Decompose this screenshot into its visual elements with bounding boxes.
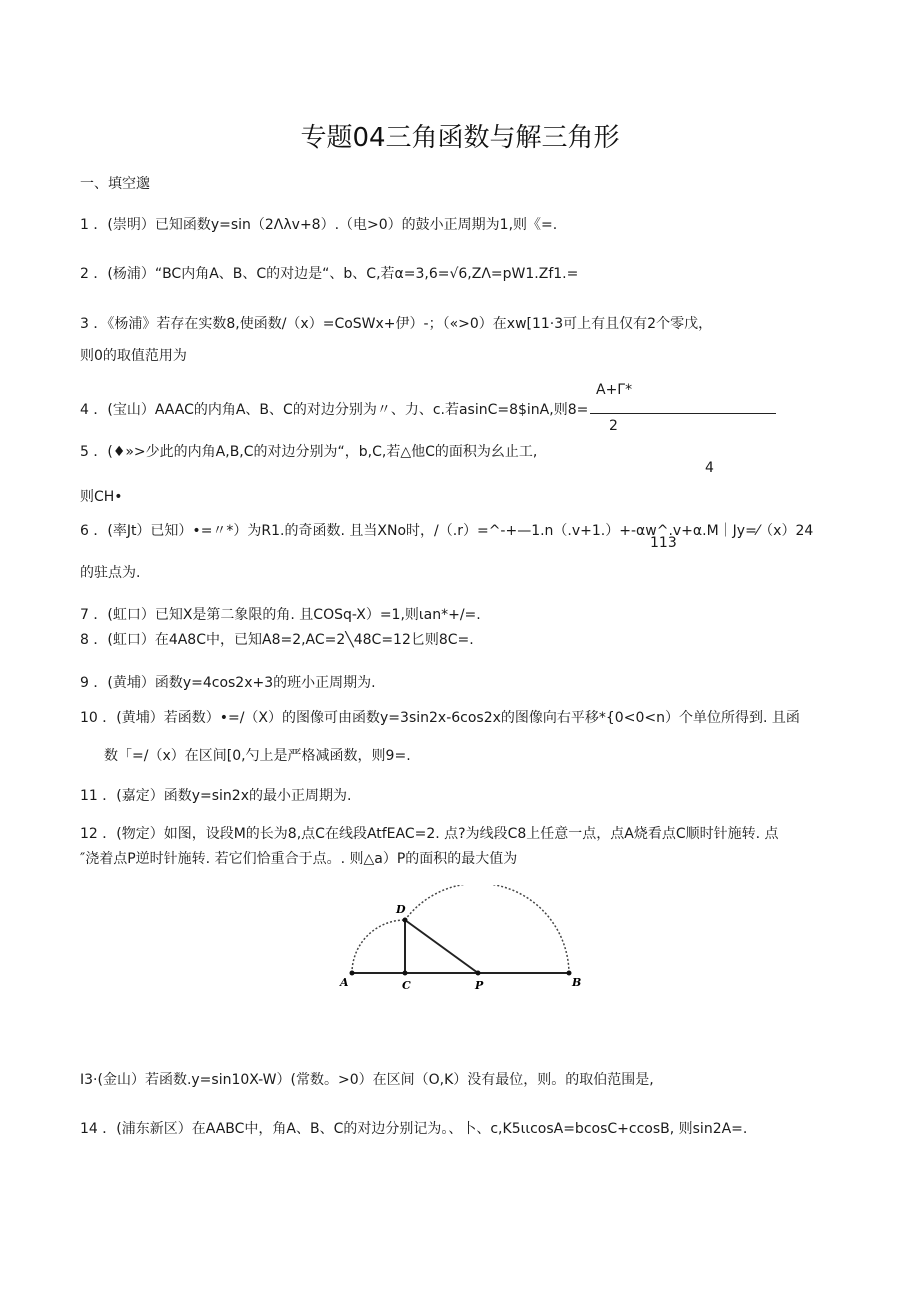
point-c (403, 971, 408, 976)
section-heading: 一、填空邈 (80, 176, 150, 192)
question-6-subscript: 113 (650, 535, 677, 551)
question-6: 6 ．(率Jt）已知）•=〃*）为R1.的奇函数. 且当XNo时，/（.r）=^-+—1.n（.v+1.）+-αw^.v+α.M｜Jy=⁄（x）24 (80, 523, 814, 539)
question-5-subscript: 4 (705, 460, 714, 476)
question-10-line-2: 数「=/（x）在区间[0,勺上是严格减函数，则9=. (104, 748, 411, 764)
arc-ad (352, 920, 405, 973)
question-4-fraction-numerator: A+Γ* (596, 382, 633, 398)
arc-db (405, 885, 569, 973)
question-13: I3·(金山）若函数.y=sin10X-W）(常数。>0）在区间（O,K）没有最位，则。的取伯范围是, (80, 1072, 654, 1088)
page-title: 专题04三角函数与解三角形 (300, 123, 620, 153)
question-10-line-1: 10 ．(黄埔）若函数）•=/（X）的图像可由函数y=3sin2x-6cos2x的图像向右平移*{0<0<n）个单位所得到. 且函 (80, 710, 800, 726)
question-4 (80, 399, 776, 419)
label-p: P (475, 979, 484, 992)
question-3-line-2: 则0的取值范用为 (80, 348, 187, 364)
question-11: 11 ．(嘉定）函数y=sin2x的最小正周期为. (80, 788, 352, 804)
question-9: 9 ．(黄埔）函数y=4cos2x+3的班小正周期为. (80, 675, 376, 691)
question-5: 5 ．(♦»>少此的内角A,B,C的对边分别为“，b,C,若△他C的面积为幺止工, (80, 444, 538, 460)
label-c: C (402, 979, 411, 992)
label-b: B (572, 976, 582, 989)
question-14: 14 ．(浦东新区）在AABC中，角A、B、C的对边分别记为。、卜、c,K5ιιcosA=bcosC+ccosB, 则sin2A=. (80, 1121, 748, 1137)
segment-dp (405, 920, 478, 973)
question-8: 8 ．(虹口）在4A8C中，已知A8=2,AC=2╲48C=12匕则8C=. (80, 632, 474, 648)
question-12-line-2: ″浇着点P逆时针施转. 若它们恰重合于点。. 则△a）P的面积的最大值为 (80, 851, 518, 867)
label-a: A (340, 976, 349, 989)
question-6-line-2: 的驻点为. (80, 565, 141, 581)
question-2: 2 ．(杨浦）“BC内角A、B、C的对边是“、b、C,若α=3,6=√6,ZΛ=pW1.Zf1.= (80, 266, 579, 282)
point-b (567, 971, 572, 976)
answer-blank (590, 399, 776, 414)
geometry-figure (330, 885, 590, 995)
question-12-line-1: 12 ．(物定）如图，设段M的长为8,点C在线段AtfEAC=2. 点?为线段C8上任意一点，点A烧看点C顺时针施转. 点 (80, 826, 779, 842)
question-7: 7 ．(虹口）已知X是第二象限的角. 且COSq-X）=1,则ιan*+/=. (80, 607, 481, 623)
point-p (476, 971, 481, 976)
point-d (403, 918, 408, 923)
question-3-line-1: 3 ．《杨浦》若存在实数8,使函数/（x）=CoSWx+伊）-；（«>0）在xw[11·3可上有且仅有2个零戊， (80, 316, 713, 332)
label-d: D (396, 903, 406, 916)
question-4-text: 4 ．(宝山）AAAC的内角A、B、C的对边分别为〃、力、c.若asinC=8$inA,则8= (80, 402, 589, 418)
question-5-line-2: 则CH• (80, 489, 123, 505)
point-a (350, 971, 355, 976)
question-1: 1 ．(崇明）已知函数y=sin（2Λλv+8）.（电>0）的鼓小正周期为1,则《=. (80, 217, 558, 233)
question-4-fraction-denominator: 2 (609, 418, 618, 434)
